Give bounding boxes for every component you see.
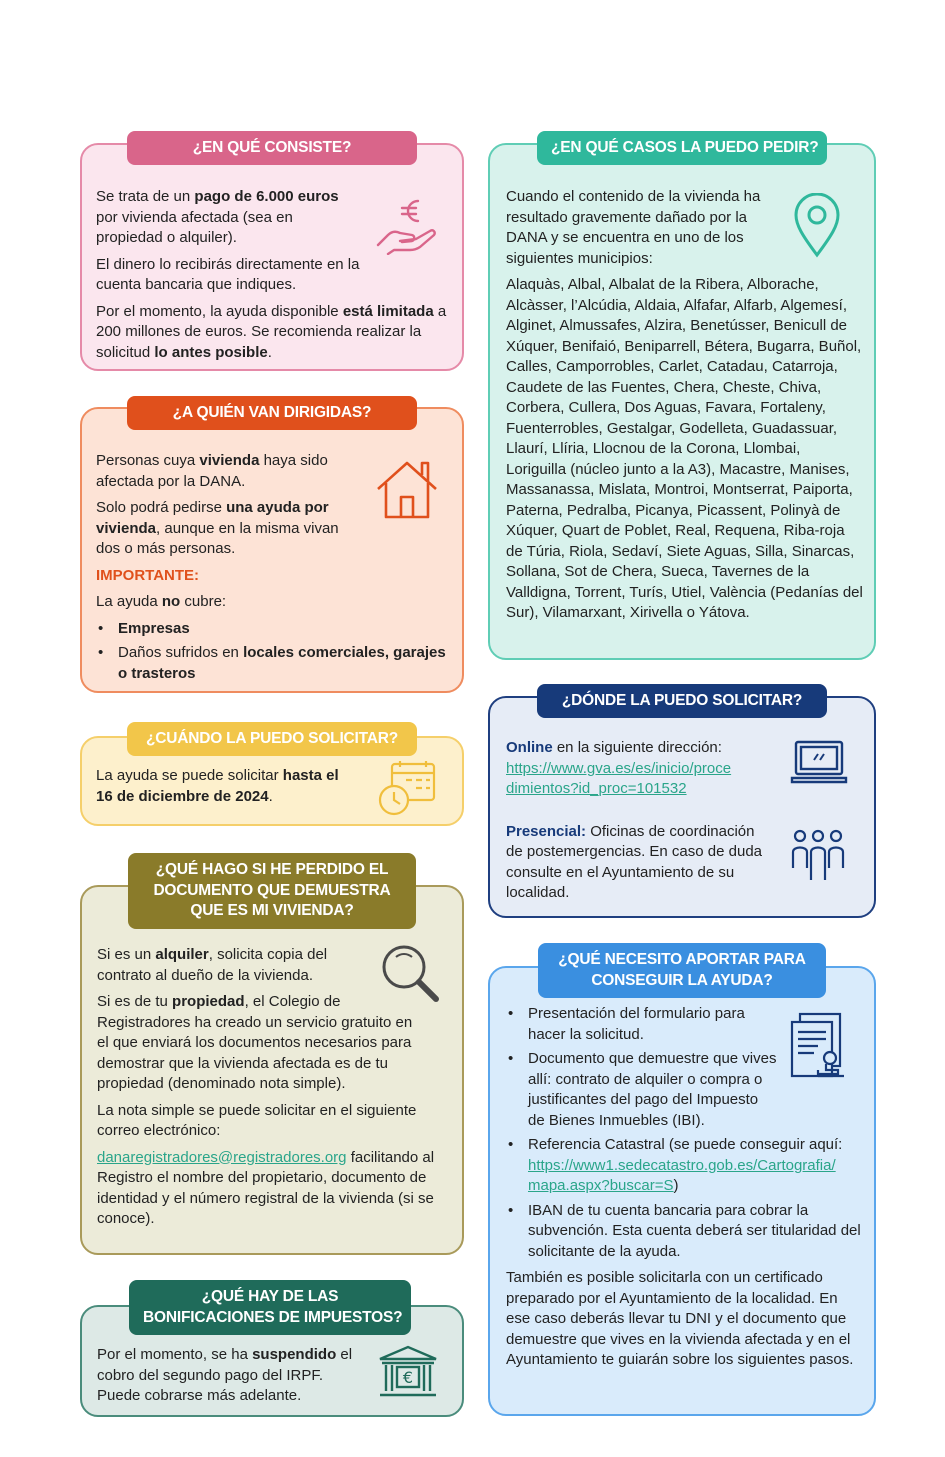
dirigidas-text: Personas cuya [96, 452, 200, 469]
cuando-body [96, 766, 346, 813]
dirigidas-text: haya sido afectada por la DANA. [96, 452, 328, 490]
document-stamp-icon [788, 1012, 848, 1087]
gva-url-link[interactable] [506, 760, 731, 798]
impuestos-text: Por el momento, se ha [97, 1346, 253, 1363]
calendar-clock-icon [376, 758, 438, 823]
consiste-text: El dinero lo recibirás directamente en la cuenta bancaria que indiques. [96, 255, 360, 293]
donde-text: en la siguiente dirección: [552, 739, 722, 756]
casos-municipios: Alaquàs, Albal, Albalat de la Ribera, Alborache, Alcàsser, l’Alcúdia, Aldaia, Alfafar, Alfarb, Algemesí, Alginet, Almussafes, Alzira, Benetússer, Benicull de Xúquer, Benifaió, Beniparrell, Bétera, Bugarra, Buñol, Calles, Camporrobles, Carlet, Catadau, Catarroja, Caudete de las Fuentes, Chera, Cheste, Chiva, Corbera, Cullera, Dos Aguas, Favara, Fortaleny, Fuenterrobles, Gestalgar, Godelleta, Guadassuar, Llaurí, Llíria, Llocnou de la Corona, Llombai, Loriguilla (núcleo junto a la A3), Macastre, Manises, Massanassa, Mislata, Montroi, Montserrat, Paiporta, Paterna, Pedralba, Picanya, Picassent, Polinyà de Xúquer, Quart de Poblet, Real, Requena, Riba-roja de Túria, Riola, Sedaví, Siete Aguas, Silla, Sinarcas, Sollana, Sot de Chera, Sueca, Tavernes de la Valldigna, Torrent, Turís, Utiel, València (Pedanías del Sur), Vilamarxant, Xirivella o Yátova. [506, 276, 863, 621]
gva-url-part: dimientos?id_proc=101532 [506, 780, 687, 797]
perdido-text: facilitando al Registro el nombre del propietario, documento de identidad y el número registral de la vivienda (si se conoce). [97, 1148, 435, 1227]
list-item: • Documento que demuestre que vives allí: contrato de alquiler o compra o justificantes del pago del Impuesto de Bienes Inmuebles (IBI). [506, 1049, 778, 1131]
euro-hand-icon [374, 193, 440, 260]
impuestos-text: el cobro del segundo pago del IRPF. Puede cobrarse más adelante. [97, 1346, 353, 1404]
perdido-text: , el Colegio de Registradores ha creado un servicio gratuito en el que enviará los documentos necesarios para demostrar que la vivienda afectada es de tu propiedad (denominado nota simple). [97, 993, 413, 1092]
gva-url-part: https://www.gva.es/es/inicio/proce [506, 759, 732, 777]
list-item [96, 619, 451, 640]
registradores-email-link[interactable]: danaregistradores@registradores.org [97, 1148, 347, 1166]
perdido-title-line: ¿QUÉ HAGO SI HE PERDIDO EL [155, 861, 389, 878]
cuando-title: ¿CUÁNDO LA PUEDO SOLICITAR? [127, 722, 417, 756]
magnifier-icon [378, 941, 442, 1010]
aportar-title [538, 943, 826, 998]
perdido-bold: alquiler [155, 946, 209, 963]
catastro-url-link[interactable] [528, 1157, 836, 1195]
impuestos-title-line: ¿QUÉ HAY DE LAS [201, 1288, 339, 1305]
dirigidas-text: Daños sufridos en [118, 644, 244, 661]
dirigidas-bold: vivienda [199, 452, 260, 469]
dirigidas-important: IMPORTANTE: [96, 566, 200, 584]
consiste-bold: lo antes posible [154, 343, 268, 361]
consiste-text: . [267, 343, 272, 361]
aportar-text: Referencia Catastral (se puede conseguir aquí: [528, 1136, 843, 1153]
dirigidas-text: , aunque en la misma vivan dos o más personas. [96, 519, 339, 557]
dirigidas-text: La ayuda [96, 593, 162, 610]
consiste-bold: está limitada [342, 302, 434, 320]
catastro-url-part: https://www1.sedecatastro.gob.es/Cartografia/ [528, 1156, 836, 1174]
dirigidas-text: cubre: [180, 593, 227, 610]
impuestos-title-line: BONIFICACIONES DE IMPUESTOS? [143, 1308, 403, 1326]
dirigidas-bold: una ayuda por vivienda [96, 499, 329, 537]
perdido-title-line: DOCUMENTO QUE DEMUESTRA [153, 881, 391, 899]
perdido-text: Si es de tu [97, 993, 173, 1010]
aportar-title-line: ¿QUÉ NECESITO APORTAR PARA [558, 951, 806, 968]
dirigidas-title: ¿A QUIÉN VAN DIRIGIDAS? [127, 396, 417, 430]
perdido-title [128, 853, 416, 929]
donde-text: Oficinas de coordinación de postemergencias. En caso de duda consulte en el Ayuntamiento de su localidad. [506, 822, 763, 901]
donde-title: ¿DÓNDE LA PUEDO SOLICITAR? [537, 684, 827, 718]
consiste-text: Por el momento, la ayuda disponible [96, 302, 343, 320]
aportar-footer: También es posible solicitarla con un certificado preparado por el Ayuntamiento de la localidad. En ese caso deberás llevar tu DNI y el documento que demuestre que vives en la vivienda afectada y en el Ayuntamiento te guiarán sobre los siguientes pasos. [506, 1269, 854, 1368]
list-item [506, 1135, 864, 1197]
casos-title: ¿EN QUÉ CASOS LA PUEDO PEDIR? [537, 131, 827, 165]
card-casos [488, 143, 876, 660]
consiste-title: ¿EN QUÉ CONSISTE? [127, 131, 417, 165]
card-consiste [80, 143, 464, 371]
dirigidas-list [96, 619, 451, 685]
svg-text:€: € [402, 1368, 414, 1387]
cuando-date: hasta el 16 de diciembre de 2024 [96, 767, 339, 805]
laptop-icon [790, 738, 848, 791]
perdido-title-line: QUE ES MI VIVIENDA? [190, 902, 354, 919]
perdido-text: Si es un [97, 946, 156, 963]
list-item: • Presentación del formulario para hacer la solicitud. [506, 1004, 778, 1045]
aportar-title-line: CONSEGUIR LA AYUDA? [591, 971, 773, 989]
presencial-label: Presencial: [506, 822, 587, 840]
dirigidas-bold: locales comerciales, garajes o trasteros [118, 644, 446, 682]
consiste-amount: pago de 6.000 euros [194, 188, 339, 205]
dirigidas-bold: no [161, 593, 181, 610]
card-donde [488, 696, 876, 918]
aportar-text: ) [673, 1177, 679, 1194]
dirigidas-text: Solo podrá pedirse [96, 499, 227, 516]
casos-intro: Cuando el contenido de la vivienda ha resultado gravemente dañado por la DANA y se encuentra en uno de los siguientes municipios: [506, 188, 761, 267]
card-perdido [80, 885, 464, 1255]
consiste-text: Se trata de un [96, 188, 195, 205]
cuando-text: . [268, 787, 273, 805]
impuestos-bold: suspendido [252, 1346, 337, 1363]
bank-euro-icon [376, 1343, 440, 1406]
cuando-text: La ayuda se puede solicitar [96, 767, 283, 784]
house-icon [374, 457, 440, 528]
list-item: • IBAN de tu cuenta bancaria para cobrar la subvención. Esta cuenta deberá ser titularidad del solicitante de la ayuda. [506, 1201, 864, 1263]
location-pin-icon [792, 193, 842, 264]
list-item [96, 643, 451, 684]
donde-body [506, 738, 766, 910]
perdido-bold: propiedad [172, 993, 245, 1010]
card-aportar [488, 966, 876, 1416]
perdido-text: La nota simple se puede solicitar en el siguiente correo electrónico: [97, 1101, 417, 1139]
perdido-text: , solicita copia del contrato al dueño de la vivienda. [97, 946, 328, 984]
dirigidas-bold: Empresas [118, 619, 190, 637]
consiste-text: por vivienda afectada (sea en propiedad o alquiler). [96, 208, 293, 246]
impuestos-title [129, 1280, 411, 1335]
impuestos-body [97, 1345, 362, 1413]
people-icon [790, 828, 846, 889]
online-label: Online [506, 739, 553, 756]
catastro-url-part: mapa.aspx?buscar=S [528, 1177, 674, 1194]
card-dirigidas [80, 407, 464, 693]
consiste-text: a 200 millones de euros. Se recomienda realizar la solicitud [96, 302, 447, 361]
